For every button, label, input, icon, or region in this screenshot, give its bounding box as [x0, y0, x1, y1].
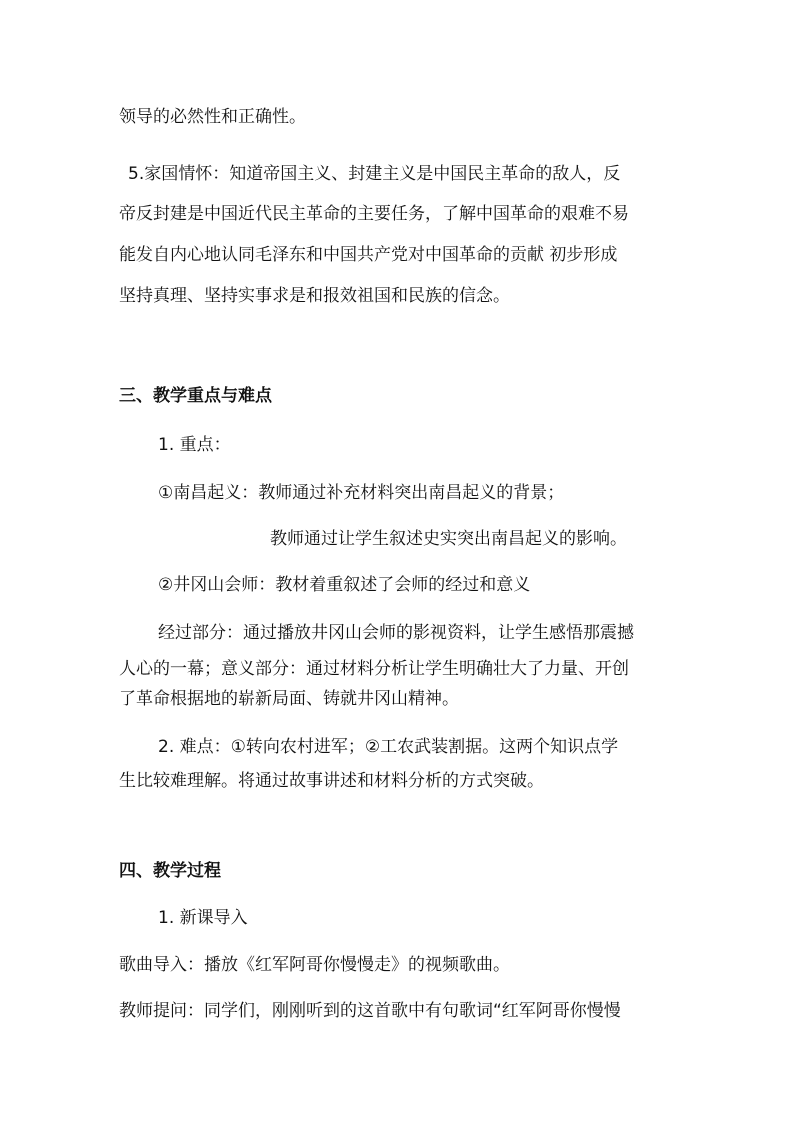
new-lesson-intro-label: 1. 新课导入 — [158, 908, 248, 928]
nanchang-uprising-line: ①南昌起义：教师通过补充材料突出南昌起义的背景； — [158, 483, 565, 503]
process-line: 了革命根据地的崭新局面、铸就井冈山精神。 — [119, 689, 459, 709]
process-line: 经过部分：通过播放井冈山会师的影视资料，让学生感悟那震撼 — [158, 623, 634, 643]
objective-5-line: 能发自内心地认同毛泽东和中国共产党对中国革命的贡献 初步形成 — [119, 245, 618, 265]
section-heading-teaching-process: 四、教学过程 — [119, 861, 221, 881]
song-intro-line: 歌曲导入：播放《红军阿哥你慢慢走》的视频歌曲。 — [119, 955, 510, 975]
difficulty-line: 生比较难理解。将通过故事讲述和材料分析的方式突破。 — [119, 771, 544, 791]
teacher-question-line: 教师提问：同学们，刚刚听到的这首歌中有句歌词“红军阿哥你慢慢 — [119, 1001, 621, 1021]
jinggangshan-line: ②井冈山会师：教材着重叙述了会师的经过和意义 — [158, 575, 531, 595]
objective-5-line: 5.家国情怀：知道帝国主义、封建主义是中国民主革命的敌人，反 — [128, 164, 621, 184]
objective-5-line: 帝反封建是中国近代民主革命的主要任务，了解中国革命的艰难不易 — [119, 204, 629, 224]
key-point-label: 1. 重点： — [158, 435, 231, 455]
process-line: 人心的一幕；意义部分：通过材料分析让学生明确壮大了力量、开创 — [119, 659, 629, 679]
paragraph-line: 领导的必然性和正确性。 — [119, 107, 306, 127]
section-heading-key-points: 三、教学重点与难点 — [119, 386, 272, 406]
difficulty-line: 2. 难点：①转向农村进军；②工农武装割据。这两个知识点学 — [158, 737, 619, 757]
objective-5-line: 坚持真理、坚持实事求是和报效祖国和民族的信念。 — [119, 286, 510, 306]
nanchang-uprising-line: 教师通过让学生叙述史实突出南昌起义的影响。 — [270, 529, 627, 549]
